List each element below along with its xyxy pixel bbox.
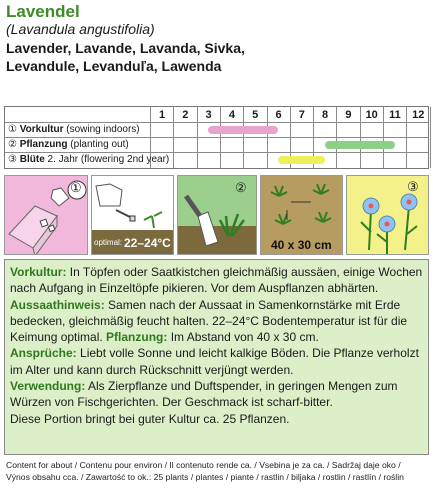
calendar-bar <box>208 126 278 134</box>
illustration-germination <box>91 175 174 255</box>
step-1-marker: ① <box>70 180 82 195</box>
footer-content-note <box>6 459 431 483</box>
month-number: 2 <box>182 109 189 121</box>
month-number: 12 <box>412 109 425 121</box>
ansprueche-paragraph: Ansprüche: Liebt volle Sonne und leicht kalkige Böden. Die Pflanze verholzt im Alter und kann durch Rückschnitt verjüngt werden. <box>10 346 419 377</box>
calendar-bar <box>325 141 395 149</box>
vorkultur-paragraph: Vorkultur: In Töpfen oder Saatkistchen gleichmäßig aussäen, einige Wochen nach Aufgang in Einzeltöpfe pikieren. Vor dem Auspflanzen abhärten. <box>10 265 423 296</box>
month-number: 4 <box>228 109 235 121</box>
footer-line-1: Content for about / Contenu pour environ / Il contenuto rende ca. / Vsebina je za ca. / Sadržaj daje oko / <box>6 460 401 470</box>
illustration-planting <box>177 175 257 255</box>
spacing-label: 40 x 30 cm <box>271 238 332 252</box>
month-number: 11 <box>389 109 401 121</box>
month-number: 10 <box>365 109 378 121</box>
common-names-line-2: Levandule, Levanduľa, Lawenda <box>6 58 222 74</box>
calendar-row-flowering: ③ Blüte 2. Jahr (flowering 2nd year) <box>8 154 170 165</box>
latin-name: (Lavandula angustifolia) <box>6 21 155 37</box>
growing-calendar <box>4 106 429 169</box>
step-3-marker: ③ <box>407 179 419 194</box>
optimal-label: optimal: <box>94 238 123 247</box>
month-number: 7 <box>298 109 305 121</box>
common-names-line-1: Lavender, Lavande, Lavanda, Sivka, <box>6 40 245 56</box>
calendar-row-sowing: ① Vorkultur (sowing indoors) <box>8 124 140 135</box>
temperature-label: 22–24°C <box>124 236 171 250</box>
calendar-row-planting: ② Pflanzung (planting out) <box>8 139 129 150</box>
illustration-sowing <box>4 175 88 255</box>
illustration-spacing <box>260 175 343 255</box>
calendar-bar <box>278 156 325 164</box>
month-number: 6 <box>275 109 282 121</box>
month-number: 1 <box>158 109 166 121</box>
aussaat-paragraph: Aussaathinweis: Samen nach der Aussaat in Samenkornstärke mit Erde bedecken, gleichmäßig feucht halten. 22–24°C Bodentemperatur ist für die Keimung optimal. Pflanzung: Im Abstand von 40 x 30 cm. <box>10 297 408 345</box>
month-number: 8 <box>322 109 329 121</box>
month-number: 9 <box>345 109 352 121</box>
month-number: 3 <box>205 109 212 121</box>
month-number: 5 <box>252 109 259 121</box>
illustration-flowering <box>346 175 429 255</box>
step-2-marker: ② <box>235 180 247 195</box>
footer-line-2: Výnos obsahu cca. / Zawartość to ok.: 25 plants / plantes / piante / rastlin / biljaka / rostlin / rastlín / roślin <box>6 472 404 482</box>
product-title: Lavendel <box>6 2 80 21</box>
instructions-panel <box>4 259 429 455</box>
portion-text: Diese Portion bringt bei guter Kultur ca. 25 Pflanzen. <box>10 411 290 426</box>
verwendung-paragraph: Verwendung: Als Zierpflanze und Duftspender, in geringen Mengen zum Würzen von Fischgerichten. Der Geschmack ist scharf-bitter. <box>10 379 398 410</box>
